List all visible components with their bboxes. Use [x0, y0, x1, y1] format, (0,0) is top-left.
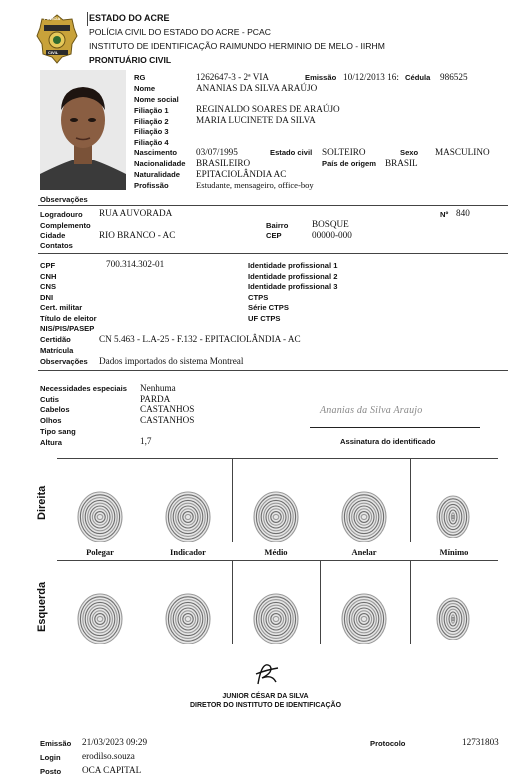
nome-value: ANANIAS DA SILVA ARAÚJO — [196, 83, 318, 93]
dni-label: DNI — [40, 293, 54, 302]
sexo-label: Sexo — [400, 148, 419, 157]
certidao-label: Certidão — [40, 335, 71, 344]
finger-label-minimo: Mínimo — [439, 547, 469, 557]
numero-label: Nº — [440, 210, 449, 219]
header-police: POLÍCIA CIVIL DO ESTADO DO ACRE - PCAC — [89, 27, 271, 37]
header-title: PRONTUÁRIO CIVIL — [89, 55, 172, 65]
estado-civil-value: SOLTEIRO — [322, 147, 366, 157]
nacionalidade-label: Nacionalidade — [134, 159, 186, 168]
cpf-value: 700.314.302-01 — [106, 259, 165, 269]
pais-value: BRASIL — [385, 158, 418, 168]
nome-social-label: Nome social — [134, 95, 179, 104]
idprof1-label: Identidade profissional 1 — [248, 261, 338, 270]
police-badge-icon — [36, 14, 78, 64]
header-state: ESTADO DO ACRE — [89, 13, 170, 23]
fingerprint-left-1-icon — [76, 590, 124, 644]
director-name: JUNIOR CÉSAR DA SILVA — [222, 693, 309, 700]
cabelos-value: CASTANHOS — [140, 404, 195, 414]
rg-label: RG — [134, 73, 146, 82]
naturalidade-value: EPITACIOLÂNDIA AC — [196, 169, 287, 179]
estado-civil-label: Estado civil — [270, 148, 313, 157]
pais-label: País de origem — [322, 159, 377, 168]
uf-ctps-label: UF CTPS — [248, 314, 281, 323]
idprof2-label: Identidade profissional 2 — [248, 272, 338, 281]
cep-value: 00000-000 — [312, 230, 352, 240]
cidade-value: RIO BRANCO - AC — [99, 230, 176, 240]
finger-label-medio: Médio — [264, 547, 288, 557]
posto-value: OCA CAPITAL — [82, 765, 142, 775]
fingerprint-right-1-icon — [76, 488, 124, 542]
profissao-label: Profissão — [134, 181, 169, 190]
filiacao1-value: REGINALDO SOARES DE ARAÚJO — [196, 104, 340, 114]
finger-label-polegar: Polegar — [86, 547, 114, 557]
rg-value: 1262647-3 - 2ª VIA — [196, 72, 270, 82]
cutis-label: Cutis — [40, 395, 59, 404]
login-value: erodilso.souza — [82, 751, 135, 761]
numero-value: 840 — [456, 208, 470, 218]
finger-label-anelar: Anelar — [351, 547, 377, 557]
tipo-sang-label: Tipo sang — [40, 427, 76, 436]
contatos-label: Contatos — [40, 241, 73, 250]
doc-obs-value: Dados importados do sistema Montreal — [99, 356, 244, 366]
login-label: Login — [40, 753, 61, 762]
nis-label: NIS/PIS/PASEP — [40, 324, 95, 333]
director-title: DIRETOR DO INSTITUTO DE IDENTIFICAÇÃO — [189, 702, 342, 709]
fingerprint-left-2-icon — [164, 590, 212, 644]
matricula-label: Matrícula — [40, 346, 74, 355]
olhos-value: CASTANHOS — [140, 415, 195, 425]
footer-emissao-value: 21/03/2023 09:29 — [82, 737, 148, 747]
logradouro-value: RUA AUVORADA — [99, 208, 173, 218]
signature: Ananias da Silva Araujo — [320, 405, 423, 416]
nacionalidade-value: BRASILEIRO — [196, 158, 251, 168]
profissao-value: Estudante, mensageiro, office-boy — [196, 180, 314, 190]
person-photo — [40, 70, 126, 190]
badge-text-bottom: CIVIL — [48, 50, 59, 55]
certidao-value: CN 5.463 - L.A-25 - F.132 - EPITACIOLÂNDIA - AC — [99, 334, 301, 344]
header-institute: INSTITUTO DE IDENTIFICAÇÃO RAIMUNDO HERMINIO DE MELO - IIRHM — [89, 41, 385, 51]
cns-label: CNS — [40, 282, 57, 291]
altura-label: Altura — [40, 438, 62, 447]
cedula-label: Cédula — [405, 73, 431, 82]
assinatura-label: Assinatura do identificado — [340, 437, 436, 446]
fingerprint-left-4-icon — [340, 590, 388, 644]
olhos-label: Olhos — [40, 416, 62, 425]
cert-militar-label: Cert. militar — [40, 303, 83, 312]
cpf-label: CPF — [40, 261, 56, 270]
idprof3-label: Identidade profissional 3 — [248, 282, 338, 291]
cedula-value: 986525 — [440, 72, 468, 82]
cabelos-label: Cabelos — [40, 405, 70, 414]
serie-ctps-label: Série CTPS — [248, 303, 289, 312]
protocolo-label: Protocolo — [370, 739, 406, 748]
necessidades-label: Necessidades especiais — [40, 384, 127, 393]
fingerprint-right-5-icon — [435, 492, 471, 538]
nascimento-label: Nascimento — [134, 148, 178, 157]
titulo-label: Título de eleitor — [40, 314, 97, 323]
emissao-label: Emissão — [305, 73, 337, 82]
director-signature-mark — [248, 656, 284, 692]
finger-label-indicador: Indicador — [170, 547, 206, 557]
cidade-label: Cidade — [40, 231, 66, 240]
logradouro-label: Logradouro — [40, 210, 83, 219]
fingerprint-right-2-icon — [164, 488, 212, 542]
right-hand-label: Direita — [36, 485, 48, 520]
observacoes-label: Observações — [40, 195, 88, 204]
cutis-value: PARDA — [140, 394, 171, 404]
emissao-value: 10/12/2013 16: — [343, 72, 399, 82]
fingerprint-left-5-icon — [435, 594, 471, 640]
fingerprint-right-3-icon — [252, 488, 300, 542]
left-hand-label: Esquerda — [36, 581, 48, 632]
cnh-label: CNH — [40, 272, 57, 281]
protocolo-value: 12731803 — [462, 737, 499, 747]
cep-label: CEP — [266, 231, 282, 240]
footer-emissao-label: Emissão — [40, 739, 72, 748]
altura-value: 1,7 — [140, 436, 152, 446]
complemento-label: Complemento — [40, 221, 91, 230]
filiacao1-label: Filiação 1 — [134, 106, 169, 115]
filiacao4-label: Filiação 4 — [134, 138, 169, 147]
bairro-value: BOSQUE — [312, 219, 349, 229]
necessidades-value: Nenhuma — [140, 383, 176, 393]
fingerprint-right-4-icon — [340, 488, 388, 542]
filiacao2-value: MARIA LUCINETE DA SILVA — [196, 115, 316, 125]
doc-obs-label: Observações — [40, 357, 88, 366]
filiacao2-label: Filiação 2 — [134, 117, 169, 126]
posto-label: Posto — [40, 767, 62, 776]
nascimento-value: 03/07/1995 — [196, 147, 238, 157]
filiacao3-label: Filiação 3 — [134, 127, 169, 136]
ctps-label: CTPS — [248, 293, 269, 302]
naturalidade-label: Naturalidade — [134, 170, 180, 179]
fingerprint-left-3-icon — [252, 590, 300, 644]
bairro-label: Bairro — [266, 221, 289, 230]
sexo-value: MASCULINO — [435, 147, 490, 157]
badge-text-top: POLÍCIA — [44, 16, 61, 21]
nome-label: Nome — [134, 84, 156, 93]
